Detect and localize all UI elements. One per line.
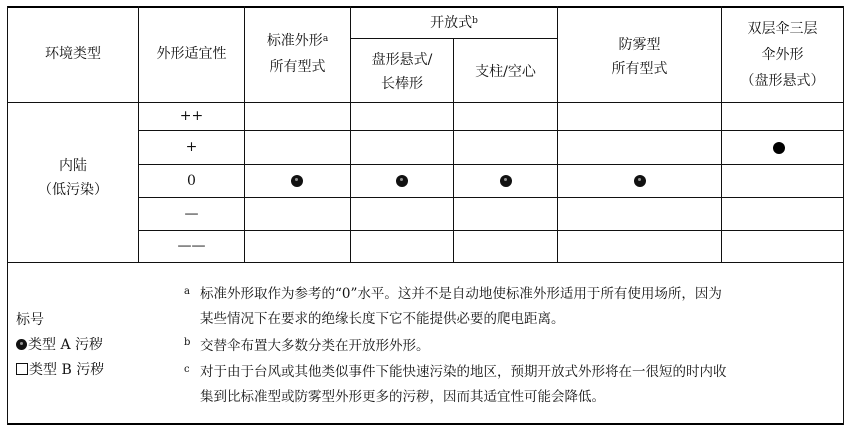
header-bottom-border xyxy=(7,102,844,103)
top-border xyxy=(7,6,844,8)
note-c-line1: 对于由于台风或其他类似事件下能快速污染的地区，预期开放式外形将在一很短的时内收 xyxy=(200,364,727,380)
marker-open-disc-zero xyxy=(396,175,408,187)
note-b-line1: 交替伞布置大多数分类在开放形外形。 xyxy=(200,338,430,354)
bottom-border xyxy=(7,423,844,425)
note-c-mark: c xyxy=(184,364,190,375)
header-open-post: 支柱/空心 xyxy=(475,64,536,80)
header-standard-line1: 标准外形 xyxy=(266,33,323,49)
legend-item-b xyxy=(16,361,104,379)
row-label-plus-plus: ++ xyxy=(179,108,204,124)
row-label-minus-minus: —— xyxy=(177,238,206,254)
header-open-sup: b xyxy=(472,16,478,26)
header-fog-line1: 防雾型 xyxy=(618,37,661,53)
header-open-disc-line2: 长棒形 xyxy=(381,76,423,92)
right-border xyxy=(843,6,844,425)
header-open-disc-line1: 盘形悬式/ xyxy=(371,52,433,68)
legend-title: 标号 xyxy=(16,312,44,328)
header-double-line3: （盘形悬式） xyxy=(740,73,825,89)
marker-double-plus xyxy=(773,142,785,154)
left-border xyxy=(7,6,8,425)
header-open xyxy=(351,14,557,32)
header-fog-line2: 所有型式 xyxy=(611,61,668,77)
row-label-plus: + xyxy=(185,139,198,155)
header-suitability: 外形适宜性 xyxy=(156,46,227,62)
header-standard xyxy=(245,32,350,50)
body-bottom-border xyxy=(7,262,844,263)
type-b-icon xyxy=(16,363,28,375)
note-b-mark: b xyxy=(184,337,191,348)
marker-standard-zero xyxy=(291,175,303,187)
note-a-line1: 标准外形取作为参考的“0”水平。这并不是自动地使标准外形适用于所有使用场所，因为 xyxy=(200,286,722,302)
marker-open-post-zero xyxy=(500,175,512,187)
note-a-line2: 某些情况下在要求的绝缘长度下它不能提供必要的爬电距离。 xyxy=(200,311,565,327)
col-divider-6 xyxy=(721,6,722,262)
group-label-line2: （低污染） xyxy=(38,182,108,198)
col-divider-3 xyxy=(350,6,351,262)
header-open-label: 开放式 xyxy=(430,15,473,31)
header-standard-sup: a xyxy=(322,34,329,44)
row-label-minus: — xyxy=(184,206,199,222)
marker-fog-zero xyxy=(634,175,646,187)
note-a-mark: a xyxy=(184,286,190,297)
row-label-zero: 0 xyxy=(187,173,196,189)
type-a-icon xyxy=(16,339,27,350)
group-label-line1: 内陆 xyxy=(59,158,87,174)
header-standard-line2: 所有型式 xyxy=(269,59,326,75)
header-double-line1: 双层伞三层 xyxy=(747,21,818,37)
header-env-type: 环境类型 xyxy=(45,46,101,62)
legend-item-a xyxy=(16,336,103,354)
header-double-line2: 伞外形 xyxy=(761,47,804,63)
legend-item-a-label: 类型 A 污秽 xyxy=(28,337,104,353)
legend-item-b-label: 类型 B 污秽 xyxy=(29,362,105,378)
note-c-line2: 集到比标准型或防雾型外形更多的污秽，因而其适宜性可能会降低。 xyxy=(200,389,605,405)
